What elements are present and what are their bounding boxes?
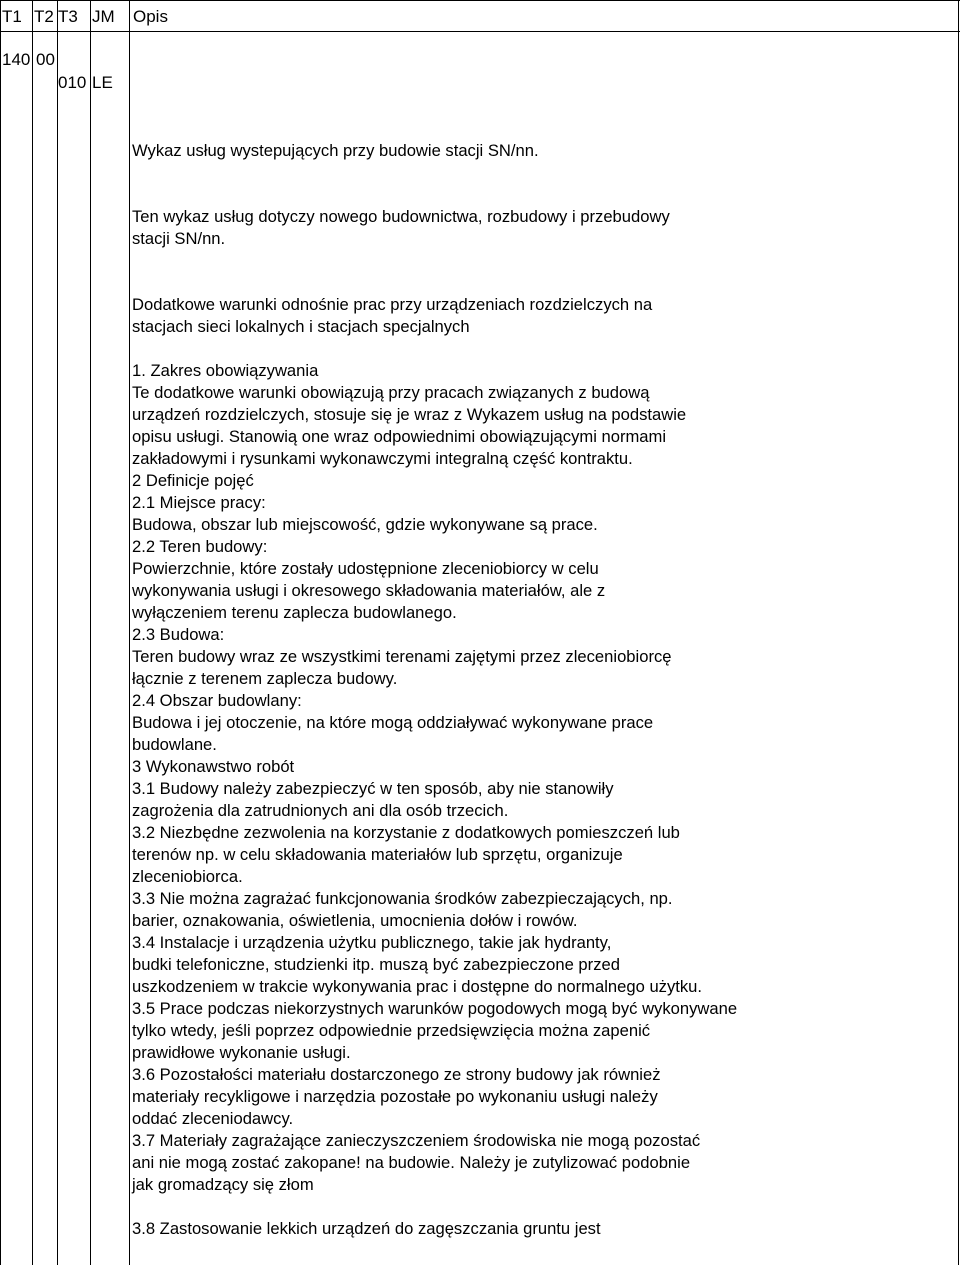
header-opis: Opis — [133, 7, 168, 26]
code-t1: 140 — [2, 50, 31, 69]
section-title-line: Dodatkowe warunki odnośnie prac przy urządzeniach rozdzielczych na — [132, 295, 653, 314]
body-line: wykonywania usługi i okresowego składowania materiałów, ale z — [132, 581, 606, 600]
body-line: urządzeń rozdzielczych, stosuje się je wraz z Wykazem usług na podstawie — [132, 405, 687, 424]
body-line: 1. Zakres obowiązywania — [132, 361, 319, 380]
column-border — [32, 0, 33, 1265]
description-text — [132, 140, 842, 1240]
row-border — [0, 0, 960, 1]
column-border — [958, 0, 959, 1265]
body-line: budki telefoniczne, studzienki itp. muszą być zabezpieczone przed — [132, 955, 620, 974]
body-line: Budowa, obszar lub miejscowość, gdzie wykonywane są prace. — [132, 515, 598, 534]
body-line: zleceniobiorca. — [132, 867, 243, 886]
body-line: 3.7 Materiały zagrażające zanieczyszczeniem środowiska nie mogą pozostać — [132, 1131, 701, 1150]
body-line: 2.2 Teren budowy: — [132, 537, 268, 556]
body-line: Teren budowy wraz ze wszystkimi terenami zajętymi przez zleceniobiorcę — [132, 647, 672, 666]
body-line: 2 Definicje pojęć — [132, 471, 254, 490]
body-line: 3.6 Pozostałości materiału dostarczonego ze strony budowy jak również — [132, 1065, 661, 1084]
body-line: Powierzchnie, które zostały udostępnione zleceniobiorcy w celu — [132, 559, 599, 578]
body-line: zakładowymi i rysunkami wykonawczymi integralną część kontraktu. — [132, 449, 633, 468]
document-title: Wykaz usług wystepujących przy budowie stacji SN/nn. — [132, 141, 539, 160]
code-t2: 00 — [36, 50, 55, 69]
body-line: 3.4 Instalacje i urządzenia użytku publicznego, takie jak hydranty, — [132, 933, 612, 952]
code-jm: LE — [92, 73, 113, 92]
column-border — [0, 0, 1, 1265]
body-line: 3 Wykonawstwo robót — [132, 757, 295, 776]
body-line: Budowa i jej otoczenie, na które mogą oddziaływać wykonywane prace — [132, 713, 654, 732]
header-t3: T3 — [58, 7, 78, 26]
header-t2: T2 — [34, 7, 54, 26]
body-line: ani nie mogą zostać zakopane! na budowie. Należy je zutylizować podobnie — [132, 1153, 691, 1172]
column-border — [57, 0, 58, 1265]
body-line: materiały recykligowe i narzędzia pozostałe po wykonaniu usługi należy — [132, 1087, 658, 1106]
body-line: zagrożenia dla zatrudnionych ani dla osób trzecich. — [132, 801, 509, 820]
body-line: 3.2 Niezbędne zezwolenia na korzystanie z dodatkowych pomieszczeń lub — [132, 823, 680, 842]
header-jm: JM — [92, 7, 115, 26]
body-line-last: 3.8 Zastosowanie lekkich urządzeń do zagęszczania gruntu jest — [132, 1219, 601, 1238]
body-line: 3.3 Nie można zagrażać funkcjonowania środków zabezpieczających, np. — [132, 889, 673, 908]
body-line: 2.3 Budowa: — [132, 625, 225, 644]
section-title-line: stacjach sieci lokalnych i stacjach specjalnych — [132, 317, 470, 336]
column-border — [90, 0, 91, 1265]
body-line: tylko wtedy, jeśli poprzez odpowiednie przedsięwzięcia można zapenić — [132, 1021, 651, 1040]
body-line: barier, oznakowania, oświetlenia, umocnienia dołów i rowów. — [132, 911, 578, 930]
row-border — [0, 31, 960, 32]
header-t1: T1 — [2, 7, 22, 26]
body-line: uszkodzeniem w trakcie wykonywania prac i dostępne do normalnego użytku. — [132, 977, 703, 996]
body-line: Te dodatkowe warunki obowiązują przy pracach związanych z budową — [132, 383, 650, 402]
intro-line: Ten wykaz usług dotyczy nowego budownictwa, rozbudowy i przebudowy — [132, 207, 670, 226]
body-line: 3.5 Prace podczas niekorzystnych warunków pogodowych mogą być wykonywane — [132, 999, 738, 1018]
code-t3: 010 — [58, 73, 87, 92]
body-line: terenów np. w celu składowania materiałów lub sprzętu, organizuje — [132, 845, 623, 864]
body-line: 2.4 Obszar budowlany: — [132, 691, 302, 710]
body-line: 3.1 Budowy należy zabezpieczyć w ten sposób, aby nie stanowiły — [132, 779, 614, 798]
body-line: prawidłowe wykonanie usługi. — [132, 1043, 351, 1062]
body-line: łącznie z terenem zaplecza budowy. — [132, 669, 398, 688]
body-line: opisu usługi. Stanowią one wraz odpowiednimi obowiązującymi normami — [132, 427, 667, 446]
column-border — [129, 0, 130, 1265]
body-line: 2.1 Miejsce pracy: — [132, 493, 266, 512]
intro-line: stacji SN/nn. — [132, 229, 226, 248]
body-line: jak gromadzący się złom — [132, 1175, 314, 1194]
body-line: wyłączeniem terenu zaplecza budowlanego. — [132, 603, 457, 622]
body-line: budowlane. — [132, 735, 217, 754]
body-line: oddać zleceniodawcy. — [132, 1109, 294, 1128]
